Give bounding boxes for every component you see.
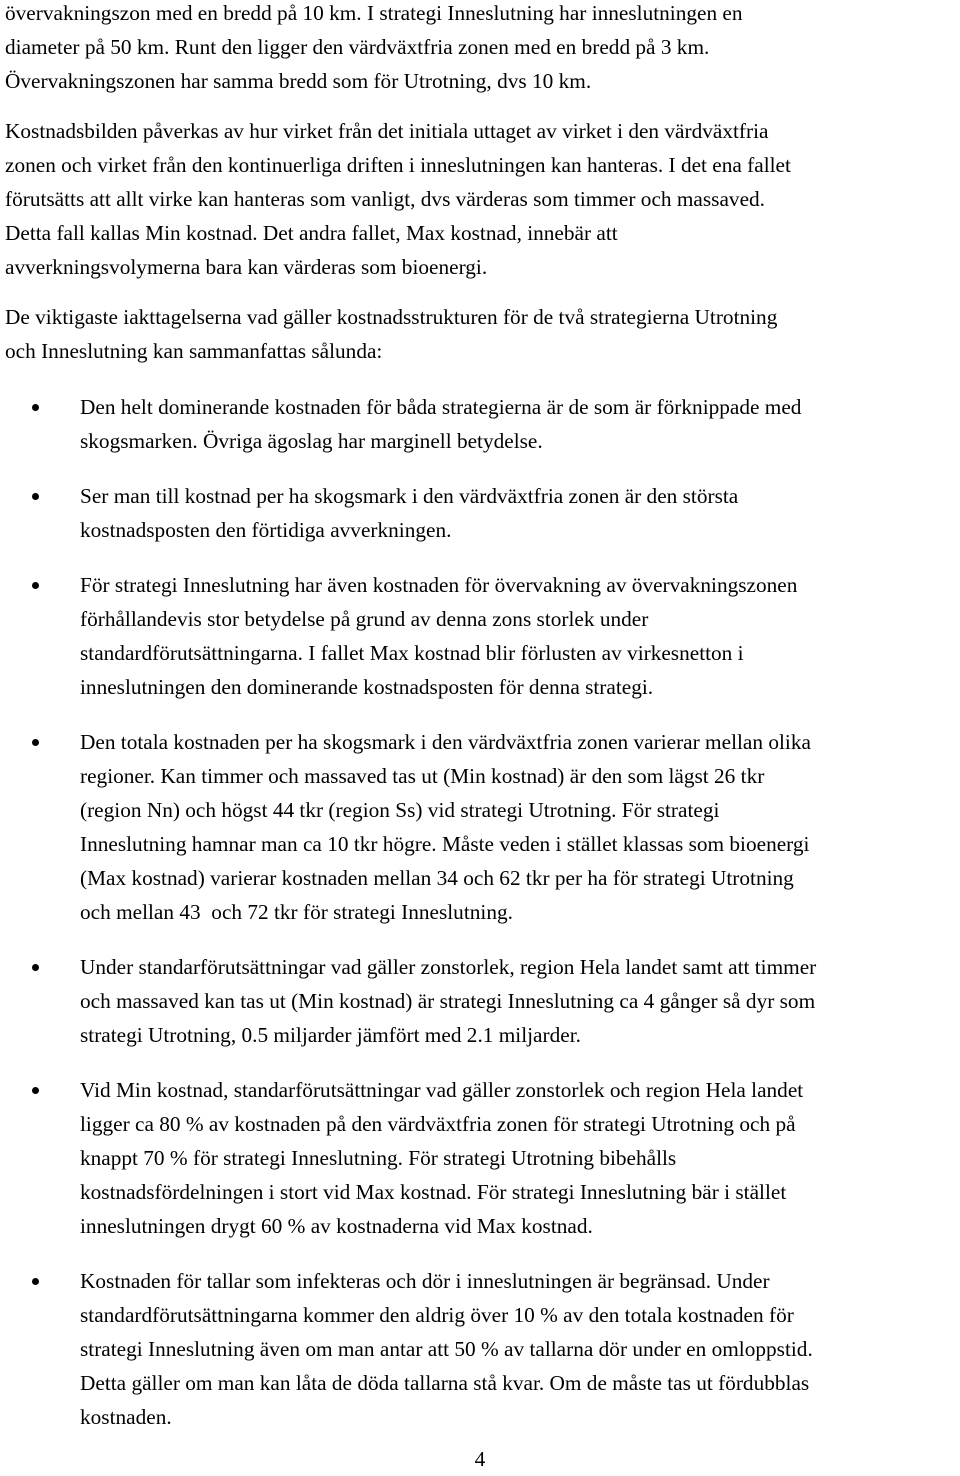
text-line: och mellan 43 och 72 tkr för strategi Inneslutning. (80, 900, 513, 924)
text-line: strategi Inneslutning även om man antar att 50 % av tallarna dör under en omloppstid. (80, 1337, 813, 1361)
text-line: förhållandevis stor betydelse på grund av denna zons storlek under (80, 607, 649, 631)
list-item (5, 390, 955, 458)
paragraph-observations-intro (5, 300, 955, 368)
text-line: Övervakningszonen har samma bredd som för Utrotning, dvs 10 km. (5, 69, 592, 93)
text-line: standardförutsättningarna kommer den aldrig över 10 % av den totala kostnaden för (80, 1303, 794, 1327)
text-line: Den totala kostnaden per ha skogsmark i den värdväxtfria zonen varierar mellan olika (80, 730, 811, 754)
list-item (5, 725, 955, 929)
text-line: diameter på 50 km. Runt den ligger den värdväxtfria zonen med en bredd på 3 km. (5, 35, 710, 59)
text-line: och Inneslutning kan sammanfattas sålunda: (5, 339, 383, 363)
document-page (5, 0, 955, 1455)
list-item (5, 479, 955, 547)
text-line: förutsätts att allt virke kan hanteras som vanligt, dvs värderas som timmer och massaved. (5, 187, 765, 211)
text-line: strategi Utrotning, 0.5 miljarder jämfört med 2.1 miljarder. (80, 1023, 581, 1047)
text-line: (region Nn) och högst 44 tkr (region Ss) vid strategi Utrotning. För strategi (80, 798, 720, 822)
list-item (5, 568, 955, 704)
text-line: zonen och virket från den kontinuerliga driften i inneslutningen kan hanteras. I det ena fallet (5, 153, 791, 177)
text-line: Inneslutning hamnar man ca 10 tkr högre. Måste veden i stället klassas som bioenergi (80, 832, 810, 856)
list-item (5, 950, 955, 1052)
text-line: standardförutsättningarna. I fallet Max kostnad blir förlusten av virkesnetton i (80, 641, 744, 665)
text-line: kostnadsposten den förtidiga avverkningen. (80, 518, 452, 542)
text-line: Kostnadsbilden påverkas av hur virket från det initiala uttaget av virket i den värdväxtfria (5, 119, 769, 143)
text-line: skogsmarken. Övriga ägoslag har marginell betydelse. (80, 429, 543, 453)
bullet-icon (32, 964, 39, 971)
text-line: För strategi Inneslutning har även kostnaden för övervakning av övervakningszonen (80, 573, 798, 597)
text-line: kostnadsfördelningen i stort vid Max kostnad. För strategi Inneslutning bär i stället (80, 1180, 787, 1204)
observations-list (5, 390, 955, 1434)
list-item (5, 1264, 955, 1434)
text-line: knappt 70 % för strategi Inneslutning. För strategi Utrotning bibehålls (80, 1146, 677, 1170)
text-line: Detta fall kallas Min kostnad. Det andra fallet, Max kostnad, innebär att (5, 221, 618, 245)
paragraph-cost-picture (5, 114, 955, 284)
list-item (5, 1073, 955, 1243)
text-line: Under standarförutsättningar vad gäller zonstorlek, region Hela landet samt att timmer (80, 955, 817, 979)
text-line: inneslutningen drygt 60 % av kostnaderna vid Max kostnad. (80, 1214, 593, 1238)
bullet-icon (32, 582, 39, 589)
paragraph-zones (5, 0, 955, 98)
text-line: (Max kostnad) varierar kostnaden mellan 34 och 62 tkr per ha för strategi Utrotning (80, 866, 794, 890)
text-line: inneslutningen den dominerande kostnadsposten för denna strategi. (80, 675, 654, 699)
text-line: ligger ca 80 % av kostnaden på den värdväxtfria zonen för strategi Utrotning och på (80, 1112, 796, 1136)
bullet-icon (32, 739, 39, 746)
bullet-icon (32, 404, 39, 411)
text-line: och massaved kan tas ut (Min kostnad) är strategi Inneslutning ca 4 gånger så dyr som (80, 989, 816, 1013)
text-line: kostnaden. (80, 1405, 172, 1429)
text-line: Ser man till kostnad per ha skogsmark i den värdväxtfria zonen är den största (80, 484, 739, 508)
text-line: Kostnaden för tallar som infekteras och dör i inneslutningen är begränsad. Under (80, 1269, 770, 1293)
text-line: Den helt dominerande kostnaden för båda strategierna är de som är förknippade med (80, 395, 802, 419)
text-line: övervakningszon med en bredd på 10 km. I strategi Inneslutning har inneslutningen en (5, 1, 743, 25)
text-line: avverkningsvolymerna bara kan värderas som bioenergi. (5, 255, 488, 279)
bullet-icon (32, 1087, 39, 1094)
text-line: De viktigaste iakttagelserna vad gäller kostnadsstrukturen för de två strategierna Utrotning (5, 305, 778, 329)
text-line: Detta gäller om man kan låta de döda tallarna stå kvar. Om de måste tas ut fördubblas (80, 1371, 810, 1395)
page-number: 4 (474, 1447, 486, 1471)
text-line: Vid Min kostnad, standarförutsättningar vad gäller zonstorlek och region Hela landet (80, 1078, 804, 1102)
bullet-icon (32, 493, 39, 500)
text-line: regioner. Kan timmer och massaved tas ut (Min kostnad) är den som lägst 26 tkr (80, 764, 765, 788)
bullet-icon (32, 1278, 39, 1285)
